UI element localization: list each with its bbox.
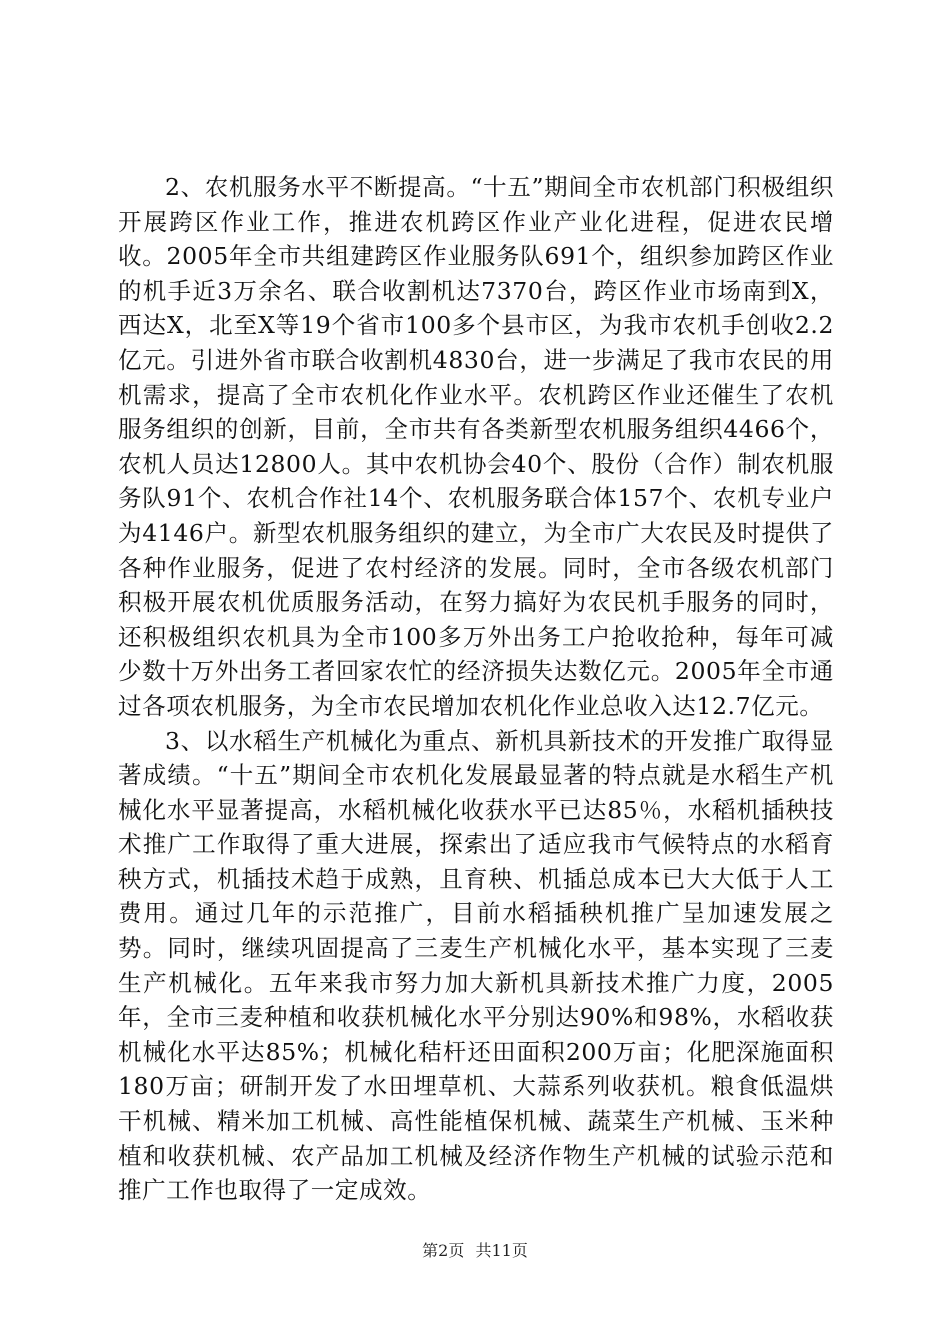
page-number: 第2页: [422, 1241, 465, 1260]
paragraph-agri-machinery-service: 2、农机服务水平不断提高。“十五”期间全市农机部门积极组织开展跨区作业工作，推进农机跨区作业产业化进程，促进农民增收。2005年全市共组建跨区作业服务队691个，组织参加跨区作业的机手近3万余名、联合收割机达7370台，跨区作业市场南到X，西达X，北至X等19个省市100多个县市区，为我市农机手创收2.2亿元。引进外省市联合收割机4830台，进一步满足了我市农民的用机需求，提高了全市农机化作业水平。农机跨区作业还催生了农机服务组织的创新，目前，全市共有各类新型农机服务组织4466个，农机人员达12800人。其中农机协会40个、股份（合作）制农机服务队91个、农机合作社14个、农机服务联合体157个、农机专业户为4146户。新型农机服务组织的建立，为全市广大农民及时提供了各种作业服务，促进了农村经济的发展。同时，全市各级农机部门积极开展农机优质服务活动，在努力搞好为农民机手服务的同时，还积极组织农机具为全市100多万外出务工户抢收抢种，每年可减少数十万外出务工者回家农忙的经济损失达数亿元。2005年全市通过各项农机服务，为全市农民增加农机化作业总收入达12.7亿元。: [118, 173, 834, 720]
page-footer: [0, 1240, 950, 1262]
document-body: [118, 170, 834, 1208]
page-total: 共11页: [475, 1241, 528, 1260]
paragraph-rice-mechanization: 3、以水稻生产机械化为重点、新机具新技术的开发推广取得显著成绩。“十五”期间全市农机化发展最显著的特点就是水稻生产机械化水平显著提高，水稻机械化收获水平已达85％，水稻机插秧技术推广工作取得了重大进展，探索出了适应我市气候特点的水稻育秧方式，机插技术趋于成熟，且育秧、机插总成本已大大低于人工费用。通过几年的示范推广，目前水稻插秧机推广呈加速发展之势。同时，继续巩固提高了三麦生产机械化水平，基本实现了三麦生产机械化。五年来我市努力加大新机具新技术推广力度，2005年，全市三麦种植和收获机械化水平分别达90%和98%，水稻收获机械化水平达85%；机械化秸杆还田面积200万亩；化肥深施面积180万亩；研制开发了水田埋草机、大蒜系列收获机。粮食低温烘干机械、精米加工机械、高性能植保机械、蔬菜生产机械、玉米种植和收获机械、农产品加工机械及经济作物生产机械的试验示范和推广工作也取得了一定成效。: [118, 726, 834, 1205]
